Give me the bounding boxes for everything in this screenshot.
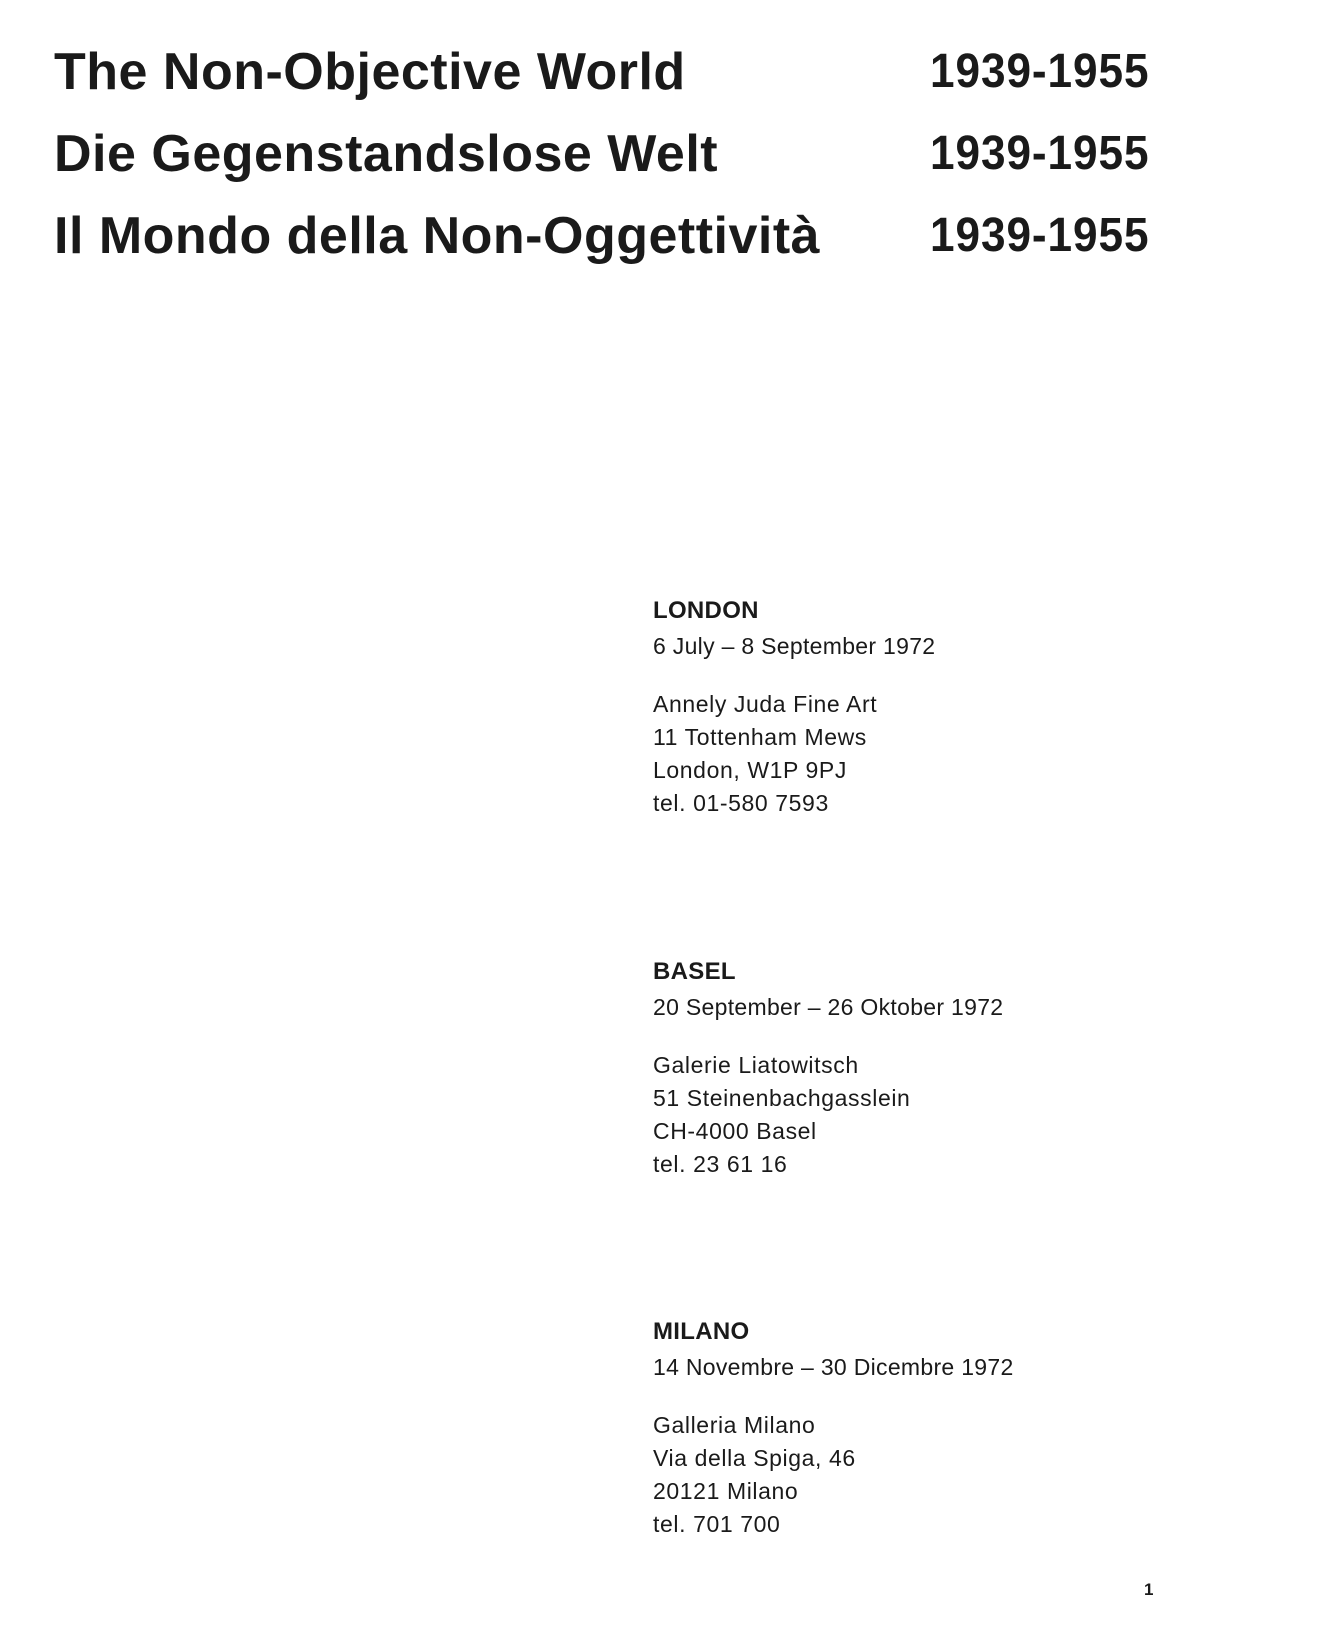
venue-city: BASEL <box>653 958 736 985</box>
address-line: tel. 701 700 <box>653 1511 781 1537</box>
page-number: 1 <box>1144 1580 1154 1599</box>
venue-dates: 20 September – 26 Oktober 1972 <box>653 994 1004 1020</box>
title-row-italian <box>54 202 1154 284</box>
title-years-italian: 1939-1955 <box>930 209 1150 262</box>
venue-basel <box>653 957 1213 1181</box>
address-line: Via della Spiga, 46 <box>653 1445 856 1471</box>
address-line: Galleria Milano <box>653 1412 816 1438</box>
venue-dates: 14 Novembre – 30 Dicembre 1972 <box>653 1354 1014 1380</box>
title-years-english: 1939-1955 <box>930 45 1150 98</box>
address-line: 11 Tottenham Mews <box>653 724 867 750</box>
address-line: Galerie Liatowitsch <box>653 1052 859 1078</box>
venue-city: LONDON <box>653 597 759 624</box>
address-line: tel. 01-580 7593 <box>653 790 829 816</box>
title-german: Die Gegenstandslose Welt <box>54 125 719 183</box>
title-row-english <box>54 38 1154 120</box>
title-italian: Il Mondo della Non-Oggettività <box>54 207 821 265</box>
venue-city: MILANO <box>653 1318 750 1345</box>
title-row-german <box>54 120 1154 202</box>
address-line: 20121 Milano <box>653 1478 799 1504</box>
venue-dates: 6 July – 8 September 1972 <box>653 633 936 659</box>
title-years-german: 1939-1955 <box>930 127 1150 180</box>
title-block <box>54 38 1154 284</box>
venue-address <box>653 688 1213 820</box>
venue-milano <box>653 1317 1213 1541</box>
address-line: London, W1P 9PJ <box>653 757 847 783</box>
title-english: The Non-Objective World <box>54 43 686 101</box>
address-line: CH-4000 Basel <box>653 1118 817 1144</box>
venue-address <box>653 1409 1213 1541</box>
address-line: tel. 23 61 16 <box>653 1151 788 1177</box>
venue-london <box>653 596 1213 820</box>
address-line: 51 Steinenbachgasslein <box>653 1085 911 1111</box>
address-line: Annely Juda Fine Art <box>653 691 878 717</box>
venue-address <box>653 1049 1213 1181</box>
